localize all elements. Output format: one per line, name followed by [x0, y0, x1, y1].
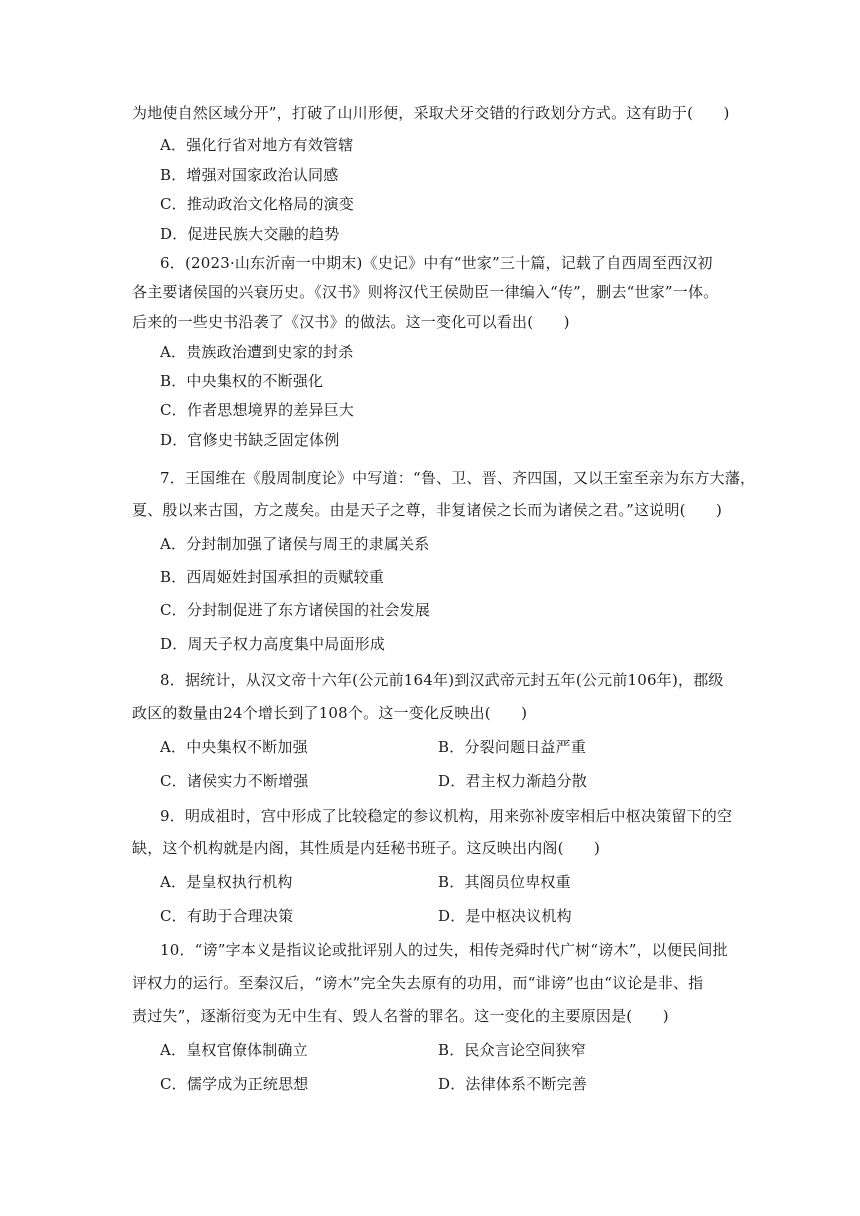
q9-stem-line-1: 9．明成祖时，宫中形成了比较稳定的参议机构，用来弥补废宰相后中枢决策留下的空	[160, 807, 733, 825]
q8-stem-line-1: 8．据统计，从汉文帝十六年(公元前164年)到汉武帝元封五年(公元前106年)，郡级	[160, 671, 724, 689]
q5-option-b: B．增强对国家政治认同感	[160, 166, 339, 184]
q10-option-c: C．儒学成为正统思想	[160, 1075, 309, 1093]
q5-stem-continuation: 为地使自然区域分开”，打破了山川形便，采取犬牙交错的行政划分方式。这有助于( )	[132, 104, 730, 122]
q6-stem-line-1: 6．(2023·山东沂南一中期末)《史记》中有“世家”三十篇，记载了自西周至西汉初	[160, 254, 713, 272]
q5-option-a: A．强化行省对地方有效管辖	[160, 136, 354, 154]
q10-stem-line-2: 评权力的运行。至秦汉后，“谤木”完全失去原有的功用，而“诽谤”也由“议论是非、指	[132, 974, 704, 992]
q5-option-d: D．促进民族大交融的趋势	[160, 225, 340, 243]
q10-stem-line-3: 责过失”，逐渐衍变为无中生有、毁人名誉的罪名。这一变化的主要原因是( )	[132, 1007, 669, 1025]
q10-option-b: B．民众言论空间狭窄	[438, 1041, 587, 1059]
q7-stem-line-2: 夏、殷以来古国，方之蔑矣。由是天子之尊，非复诸侯之长而为诸侯之君。”这说明( )	[132, 501, 723, 519]
q6-option-c: C．作者思想境界的差异巨大	[160, 401, 355, 419]
q6-option-a: A．贵族政治遭到史家的封杀	[160, 343, 354, 361]
q7-option-d: D．周天子权力高度集中局面形成	[160, 635, 386, 653]
q10-option-d: D．法律体系不断完善	[438, 1075, 588, 1093]
q6-option-b: B．中央集权的不断强化	[160, 372, 324, 390]
q10-stem-line-1: 10．“谤”字本义是指议论或批评别人的过失，相传尧舜时代广树“谤木”，以便民间批	[160, 941, 728, 959]
q6-option-d: D．官修史书缺乏固定体例	[160, 431, 340, 449]
q8-option-b: B．分裂问题日益严重	[438, 738, 587, 756]
q8-option-a: A．中央集权不断加强	[160, 738, 308, 756]
q6-stem-line-3: 后来的一些史书沿袭了《汉书》的做法。这一变化可以看出( )	[132, 313, 570, 331]
q9-option-d: D．是中枢决议机构	[438, 907, 572, 925]
q9-option-b: B．其阁员位卑权重	[438, 873, 571, 891]
q9-option-c: C．有助于合理决策	[160, 907, 294, 925]
q7-option-a: A．分封制加强了诸侯与周王的隶属关系	[160, 535, 430, 553]
q6-stem-line-2: 各主要诸侯国的兴衰历史。《汉书》则将汉代王侯勋臣一律编入“传”，删去“世家”一体。	[132, 283, 719, 301]
q9-stem-line-2: 缺，这个机构就是内阁，其性质是内廷秘书班子。这反映出内阁( )	[132, 839, 601, 857]
q9-option-a: A．是皇权执行机构	[160, 873, 293, 891]
q7-option-b: B．西周姬姓封国承担的贡赋较重	[160, 568, 385, 586]
q7-option-c: C．分封制促进了东方诸侯国的社会发展	[160, 601, 431, 619]
q8-option-c: C．诸侯实力不断增强	[160, 772, 309, 790]
q7-stem-line-1: 7．王国维在《殷周制度论》中写道：“鲁、卫、晋、齐四国，又以王室至亲为东方大藩，	[160, 469, 756, 487]
q10-option-a: A．皇权官僚体制确立	[160, 1041, 308, 1059]
q8-option-d: D．君主权力渐趋分散	[438, 772, 588, 790]
q5-option-c: C．推动政治文化格局的演变	[160, 195, 355, 213]
q8-stem-line-2: 政区的数量由24个增长到了108个。这一变化反映出( )	[132, 704, 528, 722]
